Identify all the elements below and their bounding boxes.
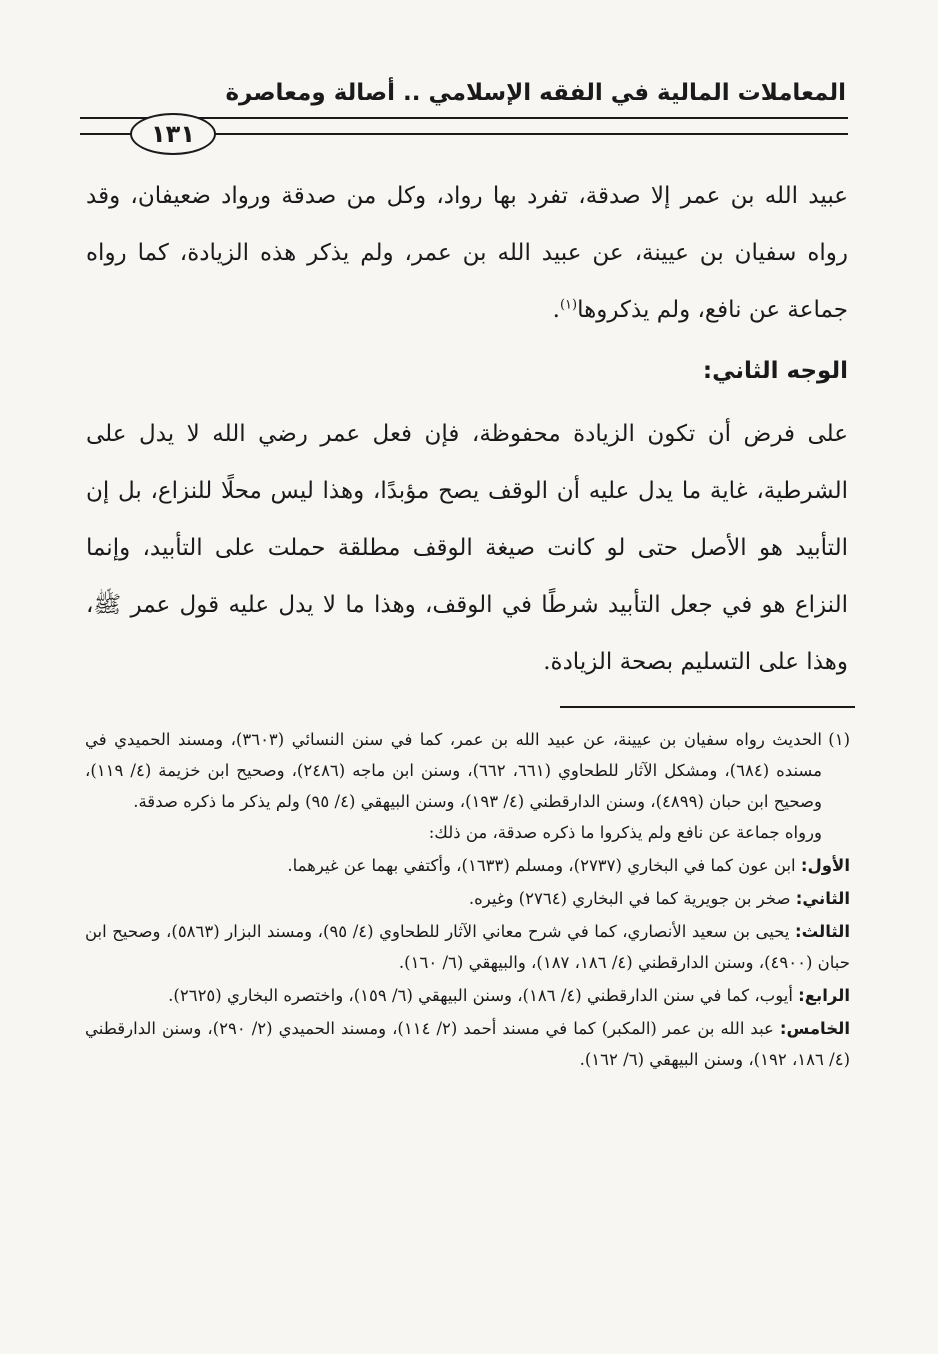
item-label: الثاني: xyxy=(795,889,850,908)
item-label: الأول: xyxy=(800,856,850,875)
main-text xyxy=(86,168,848,691)
paragraph-1 xyxy=(86,168,848,339)
footnote-intro-2: ورواه جماعة عن نافع ولم يذكروا ما ذكره صدقة، من ذلك: xyxy=(428,823,822,842)
item-text: صخر بن جويرية كما في البخاري (٢٧٦٤) وغيره. xyxy=(468,889,796,908)
footnote-item-1 xyxy=(85,850,850,881)
item-label: الثالث: xyxy=(794,922,851,941)
item-text: أيوب، كما في سنن الدارقطني (٤/ ١٨٦)، وسنن البيهقي (٦/ ١٥٩)، واختصره البخاري (٢٦٢٥). xyxy=(168,986,799,1005)
item-text: يحيى بن سعيد الأنصاري، كما في شرح معاني الآثار للطحاوي (٤/ ٩٥)، ومسند البزار (٥٨٦٣)، وصحيح ابن حبان (٤٩٠٠)، وسنن الدارقطني (٤/ ١٨٦، ١٨٧)، والبيهقي (٦/ ١٦٠). xyxy=(85,922,850,972)
item-label: الخامس: xyxy=(779,1019,850,1038)
paragraph-1-text: عبيد الله بن عمر إلا صدقة، تفرد بها رواد، وكل من صدقة ورواد ضعيفان، وقد رواه سفيان بن عيينة، عن عبيد الله بن عمر، ولم يذكر هذه الزيادة، كما رواه جماعة عن نافع، ولم يذكروها xyxy=(86,183,848,323)
footnote-separator xyxy=(560,706,855,708)
item-text: ابن عون كما في البخاري (٢٧٣٧)، ومسلم (١٦٣٣)، وأكتفي بهما عن غيرهما. xyxy=(287,856,801,875)
paragraph-1-end: . xyxy=(552,297,560,323)
footnote-marker: (١) xyxy=(828,730,850,749)
footnote-item-3 xyxy=(85,916,850,978)
running-title: المعاملات المالية في الفقه الإسلامي .. أصالة ومعاصرة xyxy=(225,80,846,106)
footnote-intro: الحديث رواه سفيان بن عيينة، عن عبيد الله بن عمر، كما في سنن النسائي (٣٦٠٣)، ومسند الحميدي في مسنده (٦٨٤)، ومشكل الآثار للطحاوي (٦٦١، ٦٦٢)، وسنن ابن ماجه (٢٤٨٦)، وصحيح ابن خزيمة (٤/ ١١٩)، وصحيح ابن حبان (٤٨٩٩)، وسنن الدارقطني (٤/ ١٩٣)، وسنن البيهقي (٤/ ٩٥) ولم يذكر ما ذكره صدقة. xyxy=(85,730,822,811)
item-label: الرابع: xyxy=(798,986,850,1005)
footnote-item-2 xyxy=(85,883,850,914)
paragraph-2: على فرض أن تكون الزيادة محفوظة، فإن فعل عمر رضي الله لا يدل على الشرطية، غاية ما يدل عليه أن الوقف يصح مؤبدًا، وهذا ليس محلًا للنزاع، بل إن التأبيد هو الأصل حتى لو كانت صيغة الوقف مطلقة حملت على التأبيد، وإنما النزاع هو في جعل التأبيد شرطًا في الوقف، وهذا ما لا يدل عليه قول عمر ﷺ، وهذا على التسليم بصحة الزيادة. xyxy=(86,421,848,675)
section-heading: الوجه الثاني: xyxy=(702,358,848,384)
footnotes xyxy=(85,724,850,1075)
footnote-1 xyxy=(85,724,850,817)
footnote-item-5 xyxy=(85,1013,850,1075)
page-number: ١٣١ xyxy=(130,113,216,155)
footnote-item-4 xyxy=(85,980,850,1011)
footnote-ref: (١) xyxy=(559,297,578,313)
item-text: عبد الله بن عمر (المكبر) كما في مسند أحمد (٢/ ١١٤)، ومسند الحميدي (٢/ ٢٩٠)، وسنن الدارقطني (٤/ ١٨٦، ١٩٢)، وسنن البيهقي (٦/ ١٦٢). xyxy=(85,1019,850,1069)
